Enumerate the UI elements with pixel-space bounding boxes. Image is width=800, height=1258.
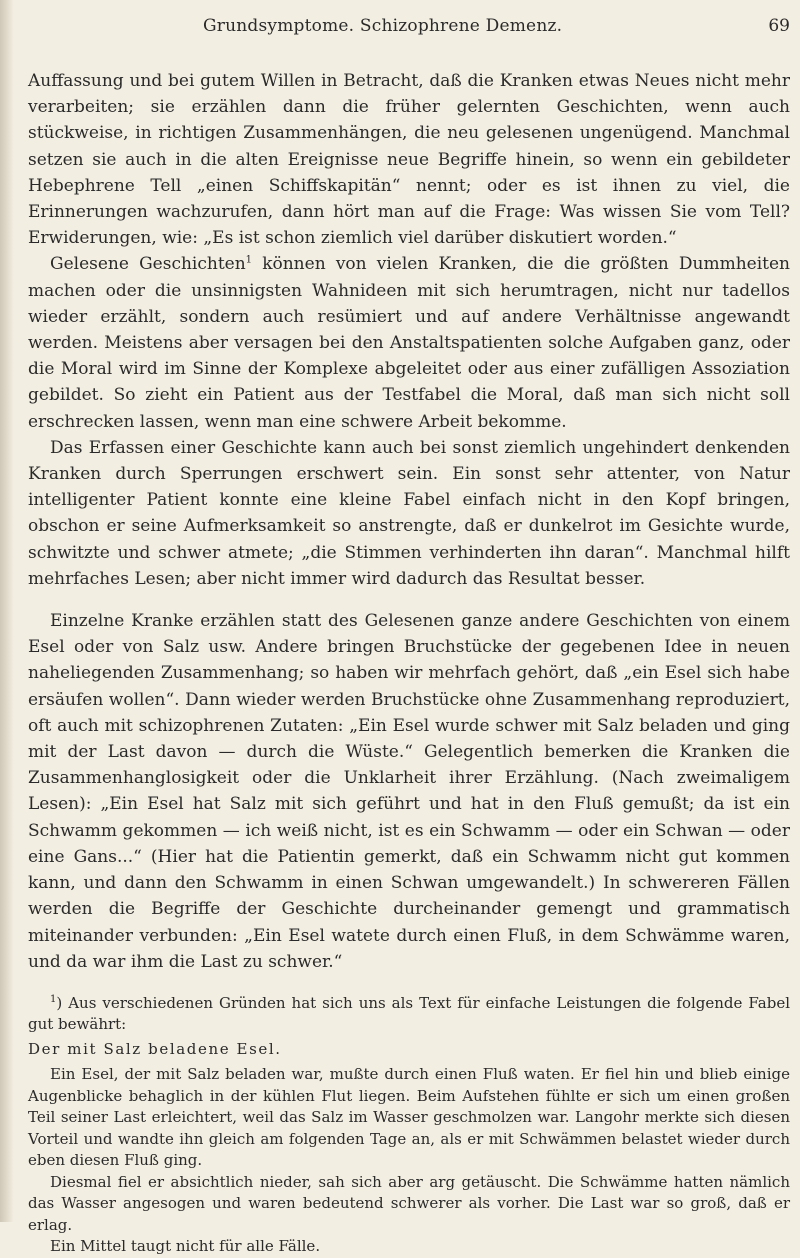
footnote-intro [28,993,790,1036]
footnote-marker: 1 [50,993,57,1005]
fable-paragraph: Ein Esel, der mit Salz beladen war, mußte durch einen Fluß waten. Er fiel hin und blieb einige Augenblicke behaglich in der kühlen Flut liegen. Beim Aufstehen fühlte er sich um einen großen Teil seiner Last erleichtert, weil das Salz im Wasser geschmolzen war. Langohr merkte sich diesen Vorteil und wandte ihn gleich am folgenden Tage an, als er mit Schwämmen belastet wieder durch eben diesen Fluß ging. [28,1065,790,1170]
body-paragraph: Das Erfassen einer Geschichte kann auch bei sonst ziemlich ungehindert denkenden Kranken durch Sperrungen erschwert sein. Ein sonst sehr attenter, von Natur intelligenter Patient konnte eine kleine Fabel einfach nicht in den Kopf bringen, obschon er seine Aufmerksamkeit so anstrengte, daß er dunkelrot im Gesichte wurde, schwitzte und schwer atmete; „die Stimmen verhinderten ihn daran“. Manchmal hilft mehrfaches Lesen; aber nicht immer wird dadurch das Resultat besser. [28,437,790,589]
paragraph-lead: Gelesene Geschichten [50,254,246,275]
fable-paragraph: Diesmal fiel er absichtlich nieder, sah sich aber arg getäuscht. Die Schwämme hatten nämlich das Wasser angesogen und waren bedeutend schwerer als vorher. Die Last war so groß, daß er erlag. [28,1172,790,1234]
fable-title: Der mit Salz beladene Esel. [28,1039,282,1058]
page-edge-shadow [0,0,14,1222]
running-title: Grundsymptome. Schizophrene Demenz. [203,16,563,36]
body-paragraph: Einzelne Kranke erzählen statt des Gelesenen ganze andere Geschichten von einem Esel oder von Salz usw. Andere bringen Bruchstücke der gegebenen Idee in neuen naheliegenden Zusammenhang; so haben wir mehrfach gehört, daß „ein Esel sich habe ersäufen wollen“. Dann wieder werden Bruchstücke ohne Zusammenhang reproduziert, oft auch mit schizophrenen Zutaten: „Ein Esel wurde schwer mit Salz beladen und ging mit der Last davon — durch die Wüste.“ Gelegentlich bemerken die Kranken die Zusammenhanglosigkeit oder die Unklarheit ihrer Erzählung. (Nach zweimaligem Lesen): „Ein Esel hat Salz mit sich geführt und hat in den Fluß gemußt; da ist ein Schwamm gekommen — ich weiß nicht, ist es ein Schwamm — oder ein Schwan — oder eine Gans...“ (Hier hat die Patientin gemerkt, daß ein Schwamm nicht gut kommen kann, und dann den Schwamm in einen Schwan umgewandelt.) In schwereren Fällen werden die Begriffe der Geschichte durcheinander gemengt und grammatisch miteinander verbunden: „Ein Esel watete durch einen Fluß, in dem Schwämme waren, und da war ihm die Last zu schwer.“ [28,611,790,972]
body-paragraph [28,251,790,434]
running-head [28,12,790,38]
paragraph-connector: können [252,254,326,275]
paragraph-text: von vielen Kranken, die die größten Dummheiten machen oder die unsinnigsten Wahnideen mit sich herumtragen, nicht nur tadellos wieder erzählt, sondern auch resümiert und auf andere Verhältnisse angewandt werden. Meistens aber versagen bei den Anstaltspatienten solche Aufgaben ganz, oder die Moral wird im Sinne der Komplexe abgeleitet oder aus einer zufälligen Assoziation gebildet. So zieht ein Patient aus der Testfabel die Moral, daß man sich nicht soll erschrecken lassen, wenn man eine schwere Arbeit bekomme. [28,254,790,432]
book-page [28,12,790,1256]
page-number: 69 [768,16,790,36]
footnote-intro-text: ) Aus verschiedenen Gründen hat sich uns als Text für einfache Leistungen die folgende Fabel gut bewährt: [28,993,790,1034]
footnote-section [28,993,790,1258]
body-paragraph: Auffassung und bei gutem Willen in Betracht, daß die Kranken etwas Neues nicht mehr verarbeiten; sie erzählen dann die früher gelernten Geschichten, wenn auch stückweise, in richtigen Zusammenhängen, die neu gelesenen ungenügend. Manchmal setzen sie auch in die alten Ereignisse neue Begriffe hinein, so wenn ein gebildeter Hebephrene Tell „einen Schiffskapitän“ nennt; oder es ist ihnen zu viel, die Erinnerungen wachzurufen, dann hört man auf die Frage: Was wissen Sie vom Tell? Erwiderungen, wie: „Es ist schon ziemlich viel darüber diskutiert worden.“ [28,71,790,249]
footnote-reference[interactable]: 1 [245,254,253,266]
fable-moral: Ein Mittel taugt nicht für alle Fälle. [50,1237,321,1256]
main-text [28,68,790,975]
